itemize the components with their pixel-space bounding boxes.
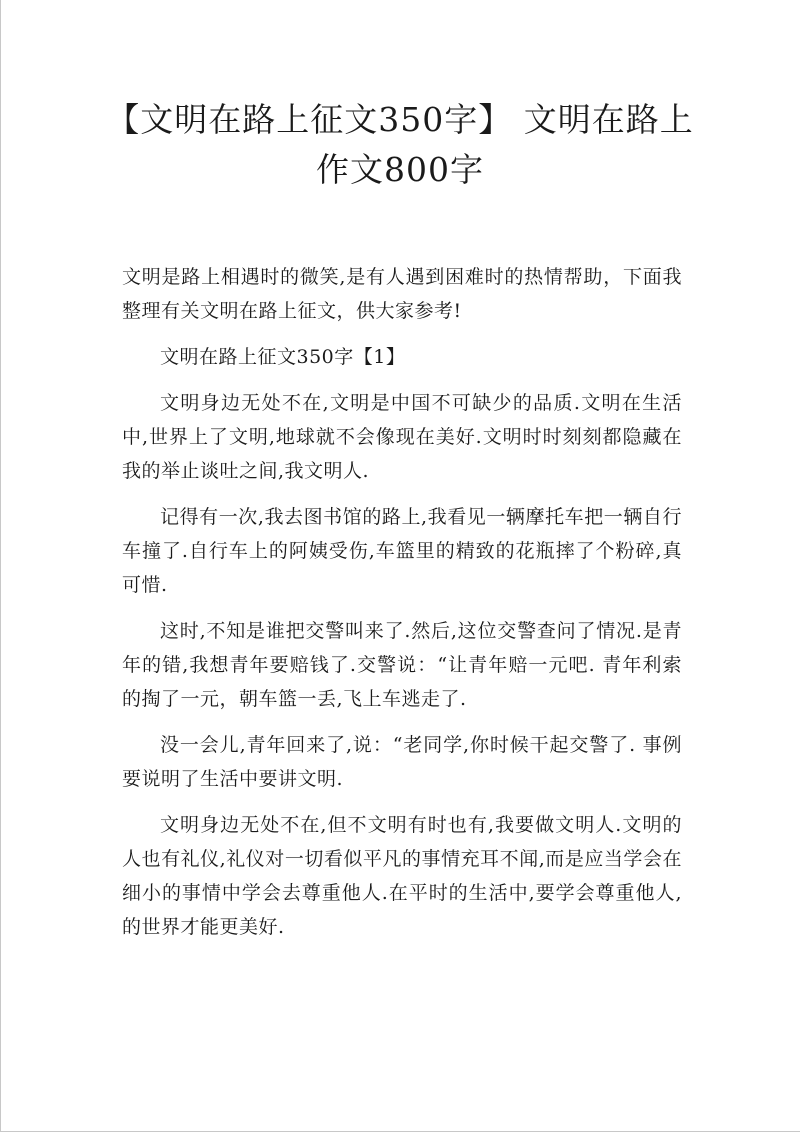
body-paragraph-2: 记得有一次,我去图书馆的路上,我看见一辆摩托车把一辆自行车撞了.自行车上的阿姨受伤,车篮里的精致的花瓶摔了个粉碎,真可惜. bbox=[122, 506, 682, 596]
intro-paragraph: 文明是路上相遇时的微笑,是有人遇到困难时的热情帮助，下面我整理有关文明在路上征文，供大家参考! bbox=[122, 266, 682, 322]
body-paragraph-4: 没一会儿,青年回来了,说：“老同学,你时候干起交警了. 事例要说明了生活中要讲文明. bbox=[122, 734, 682, 790]
body-paragraph-3: 这时,不知是谁把交警叫来了.然后,这位交警查问了情况.是青年的错,我想青年要赔钱了.交警说：“让青年赔一元吧. 青年利索的掏了一元，朝车篮一丢,飞上车逃走了. bbox=[122, 620, 682, 710]
body-paragraph-5: 文明身边无处不在,但不文明有时也有,我要做文明人.文明的人也有礼仪,礼仪对一切看似平凡的事情充耳不闻,而是应当学会在细小的事情中学会去尊重他人.在平时的生活中,要学会尊重他人,的世界才能更美好. bbox=[122, 814, 682, 938]
body-paragraph-1: 文明身边无处不在,文明是中国不可缺少的品质.文明在生活中,世界上了文明,地球就不会像现在美好.文明时时刻刻都隐藏在我的举止谈吐之间,我文明人. bbox=[122, 392, 682, 482]
document-body bbox=[122, 260, 682, 956]
page-border-left bbox=[0, 0, 1, 1132]
document-title: 【文明在路上征文350字】 文明在路上作文800字 bbox=[106, 100, 694, 189]
section-heading: 文明在路上征文350字【1】 bbox=[160, 346, 406, 368]
